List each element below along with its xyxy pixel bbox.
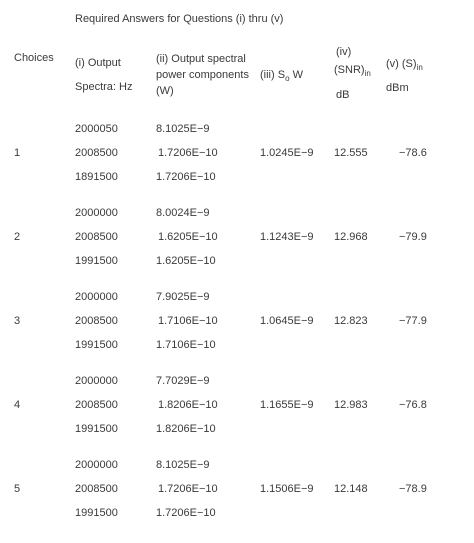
header-sin-unit: dBm [386,82,409,94]
power-value: 1.6205E−10 [158,231,218,243]
freq-value: 2008500 [75,483,118,495]
power-value: 8.1025E−9 [156,123,210,135]
choice-number: 4 [14,399,21,411]
freq-value: 2000000 [75,207,118,219]
freq-value: 2000000 [75,291,118,303]
sin-value: −79.9 [399,231,427,243]
header-power-line3: (W) [156,85,174,97]
snr-value: 12.823 [334,315,368,327]
power-value: 1.7206E−10 [158,483,218,495]
table-title: Required Answers for Questions (i) thru (v) [75,13,284,25]
so-value: 1.0245E−9 [260,147,314,159]
choice-number: 5 [14,483,21,495]
choice-number: 1 [14,147,21,159]
freq-value: 2000050 [75,123,118,135]
power-value: 8.1025E−9 [156,459,210,471]
header-output-spectra-line2: Spectra: Hz [75,81,133,93]
freq-value: 1991500 [75,507,118,519]
freq-value: 1891500 [75,171,118,183]
header-sin-prefix: (v) (S) [386,58,417,70]
choice-row-4 [0,375,474,459]
header-snr-sub: in [364,69,371,79]
header-snr-main: (SNR) [334,64,365,76]
choice-row-2 [0,207,474,291]
header-power-line1: (ii) Output spectral [156,53,246,65]
sin-value: −78.9 [399,483,427,495]
power-value: 1.6205E−10 [156,255,216,267]
power-value: 1.7106E−10 [156,339,216,351]
power-value: 1.8206E−10 [158,399,218,411]
header-snr-line1: (iv) [336,46,352,58]
power-value: 1.7206E−10 [158,147,218,159]
snr-value: 12.555 [334,147,368,159]
power-value: 1.8206E−10 [156,423,216,435]
so-value: 1.1506E−9 [260,483,314,495]
so-value: 1.1243E−9 [260,231,314,243]
header-power-line2: power components [156,69,249,81]
header-sin-sub: in [416,63,423,73]
header-snr [334,62,371,78]
power-value: 8.0024E−9 [156,207,210,219]
snr-value: 12.148 [334,483,368,495]
sin-value: −78.6 [399,147,427,159]
power-value: 7.7029E−9 [156,375,210,387]
freq-value: 1991500 [75,255,118,267]
header-so-prefix: (iii) S [260,69,286,81]
header-so-suffix: W [289,69,303,81]
header-output-spectra-line1: (i) Output [75,57,121,69]
header-choices: Choices [14,52,54,64]
freq-value: 2000000 [75,375,118,387]
so-value: 1.0645E−9 [260,315,314,327]
header-so-sub: o [285,74,290,84]
power-value: 1.7206E−10 [156,507,216,519]
sin-value: −76.8 [399,399,427,411]
choice-row-5 [0,459,474,543]
header-snr-unit: dB [336,89,350,101]
header-sin [386,56,423,72]
freq-value: 2008500 [75,231,118,243]
sin-value: −77.9 [399,315,427,327]
so-value: 1.1655E−9 [260,399,314,411]
freq-value: 2008500 [75,147,118,159]
freq-value: 2000000 [75,459,118,471]
choice-number: 2 [14,231,21,243]
power-value: 1.7106E−10 [158,315,218,327]
freq-value: 1991500 [75,423,118,435]
power-value: 1.7206E−10 [156,171,216,183]
choice-number: 3 [14,315,21,327]
snr-value: 12.983 [334,399,368,411]
freq-value: 1991500 [75,339,118,351]
header-so [260,67,303,83]
power-value: 7.9025E−9 [156,291,210,303]
choice-row-1 [0,123,474,207]
freq-value: 2008500 [75,315,118,327]
choice-row-3 [0,291,474,375]
snr-value: 12.968 [334,231,368,243]
freq-value: 2008500 [75,399,118,411]
